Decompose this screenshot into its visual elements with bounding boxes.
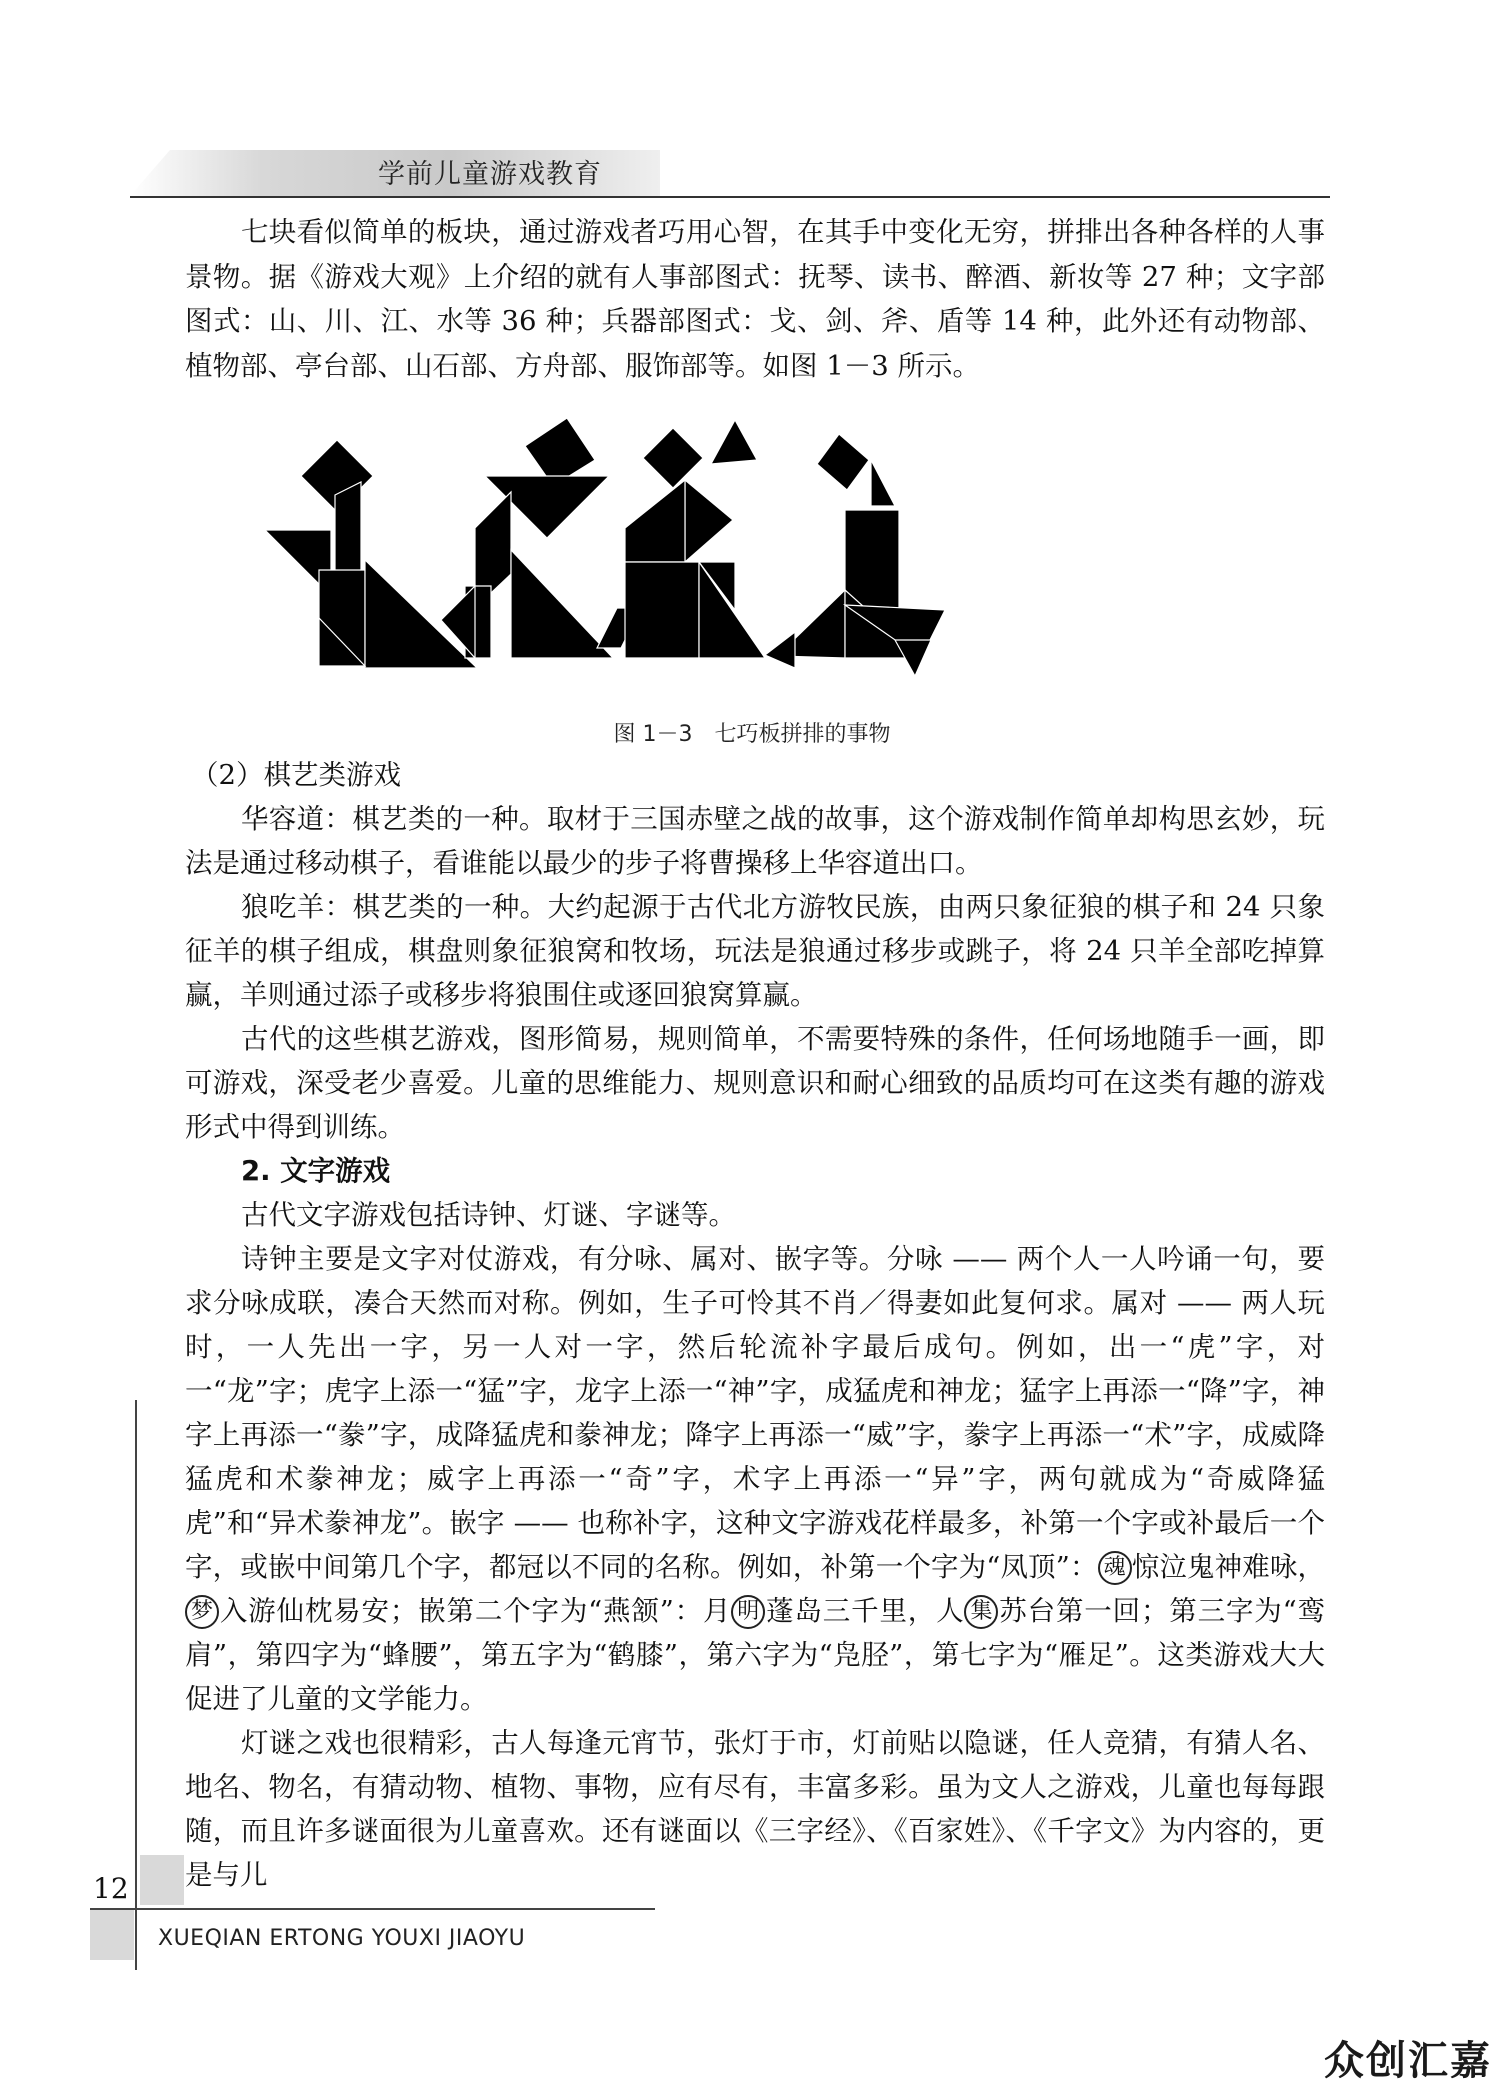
footer-gray-block xyxy=(90,1910,134,1960)
tangram-figure-4 xyxy=(765,434,945,676)
running-header-title: 学前儿童游戏教育 xyxy=(378,159,602,190)
paragraph-huarongdao: 华容道：棋艺类的一种。取材于三国赤壁之战的故事，这个游戏制作简单却构思玄妙，玩法是通过移动棋子，看谁能以最少的步子将曹操移上华容道出口。 xyxy=(185,803,1325,879)
paragraph-wolf-sheep: 狼吃羊：棋艺类的一种。大约起源于古代北方游牧民族，由两只象征狼的棋子和 24 只象征羊的棋子组成，棋盘则象征狼窝和牧场，玩法是狼通过移步或跳子，将 24 只羊全部吃掉算赢，羊则通过添子或移步将狼围住或逐回狼窝算赢。 xyxy=(185,891,1325,1011)
tangram-figure-3 xyxy=(625,420,765,658)
section-heading-word-games: 2. 文字游戏 xyxy=(241,1155,391,1187)
circled-char: 集 xyxy=(964,1595,998,1629)
tangram-figure-1 xyxy=(265,440,477,668)
footer-horizontal-rule xyxy=(90,1908,655,1910)
figure-caption: 图 1－3 七巧板拼排的事物 xyxy=(613,722,891,747)
page-number: 12 xyxy=(93,1872,129,1905)
watermark-logo: 众创汇嘉 xyxy=(1324,2038,1492,2084)
paragraph-poem-bell: 诗钟主要是文字对仗游戏，有分咏、属对、嵌字等。分咏 —— 两个人一人吟诵一句，要求分咏成联，凑合天然而对称。例如，生子可怜其不肖／得妻如此复何求。属对 —— 两人玩时，一人先出一字，另一人对一字，然后轮流补字最后成句。例如，出一“虎”字，对一“龙”字；虎字上添一“猛”字，龙字上添一“神”字，成猛虎和神龙；猛字上再添一“降”字，神字上再添一“豢”字，成降猛虎和豢神龙；降字上再添一“威”字，豢字上再添一“术”字，成威降猛虎和术豢神龙；威字上再添一“奇”字，术字上再添一“异”字，两句就成为“奇威降猛虎”和“异术豢神龙”。嵌字 —— 也称补字，这种文字游戏花样最多，补第一个字或补最后一个字，或嵌中间第几个字，都冠以不同的名称。例如，补第一个字为“凤顶”： 魂 惊泣鬼神难咏，梦 入游仙枕易安；嵌第二个字为“燕颔”：月 明 蓬岛三千里，人 集 苏台第一回；第三字为“鸾肩”，第四字为“蜂腰”，第五字为“鹤膝”，第六字为“凫胫”，第七字为“雁足”。这类游戏大大促进了儿童的文学能力。 xyxy=(185,1243,1326,1715)
tangram-figures-svg xyxy=(265,410,1235,680)
main-text-block xyxy=(185,753,1325,1897)
paragraph-chess-summary: 古代的这些棋艺游戏，图形简易，规则简单，不需要特殊的条件，任何场地随手一画，即可游戏，深受老少喜爱。儿童的思维能力、规则意识和耐心细致的品质均可在这类有趣的游戏形式中得到训练。 xyxy=(185,1023,1325,1143)
paragraph-word-intro: 古代文字游戏包括诗钟、灯谜、字谜等。 xyxy=(241,1199,736,1231)
paragraph-tangram-intro: 七块看似简单的板块，通过游戏者巧用心智，在其手中变化无穷，拼排出各种各样的人事景物。据《游戏大观》上介绍的就有人事部图式：抚琴、读书、醉酒、新妆等 27 种；文字部图式：山、川、江、水等 36 种；兵器部图式：戈、剑、斧、盾等 14 种，此外还有动物部、植物部、亭台部、山石部、方舟部、服饰部等。如图 1－3 所示。 xyxy=(185,216,1325,382)
circled-char: 明 xyxy=(731,1595,765,1629)
subsection-title-chess: （2）棋艺类游戏 xyxy=(191,759,401,791)
paragraph-lantern-riddles: 灯谜之戏也很精彩，古人每逢元宵节，张灯于市，灯前贴以隐谜，任人竞猜，有猜人名、地名、物名，有猜动物、植物、事物，应有尽有，丰富多彩。虽为文人之游戏，儿童也每每跟随，而且许多谜面很为儿童喜欢。还有谜面以《三字经》、《百家姓》、《千字文》为内容的，更是与儿 xyxy=(185,1727,1325,1891)
footer-book-title: XUEQIAN ERTONG YOUXI JIAOYU xyxy=(158,1926,526,1951)
tangram-figure xyxy=(265,410,1235,680)
footer-gray-block xyxy=(140,1855,184,1905)
footer-vertical-rule xyxy=(135,1400,137,1970)
circled-char: 梦 xyxy=(185,1595,219,1629)
circled-char: 魂 xyxy=(1098,1551,1132,1585)
header-rule xyxy=(130,196,1330,198)
intro-text-block xyxy=(185,210,1325,388)
tangram-figure-2 xyxy=(441,418,641,658)
